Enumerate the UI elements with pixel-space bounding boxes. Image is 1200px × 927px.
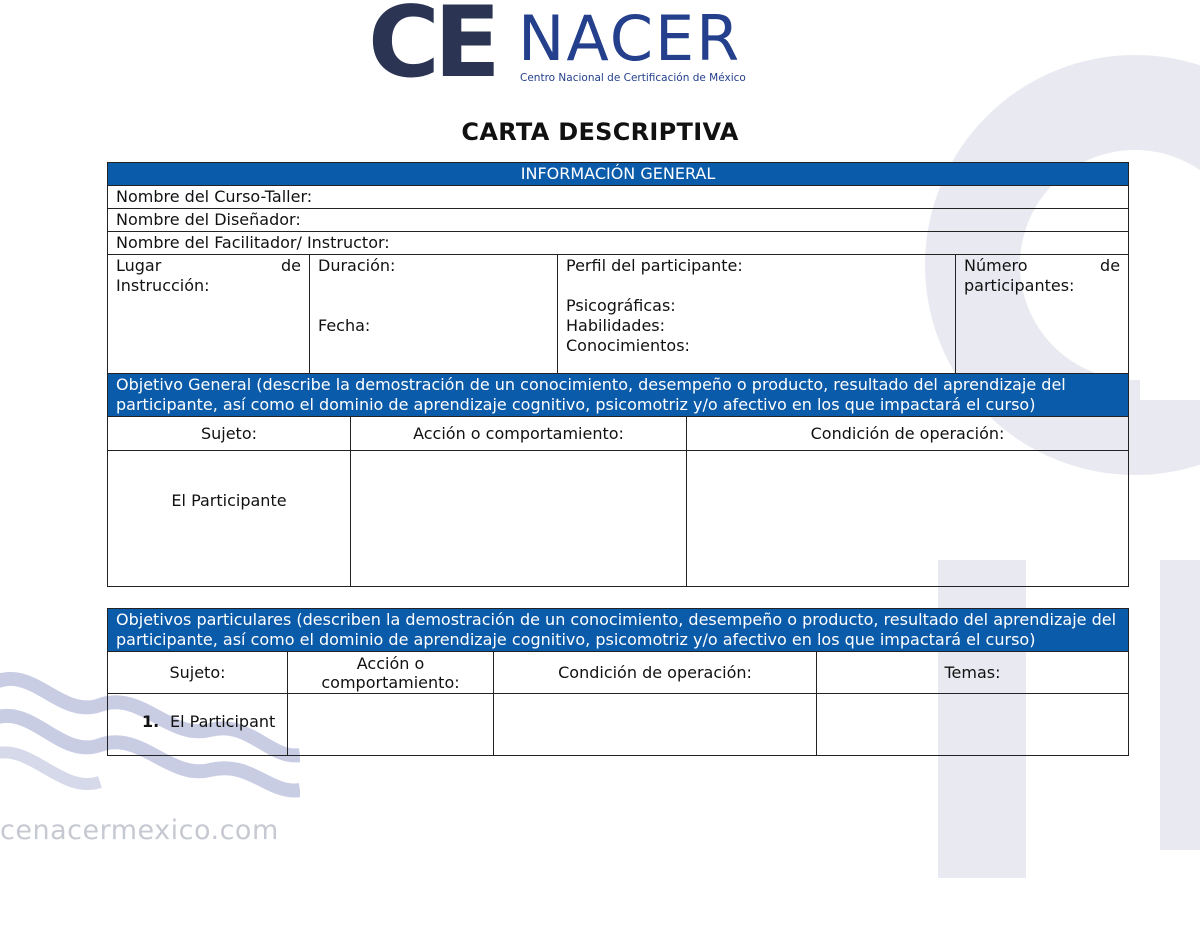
action-cell <box>351 451 687 587</box>
list-number: 1. <box>142 712 160 731</box>
knowledge-label: Conocimientos: <box>566 336 690 355</box>
logo-subtitle: Centro Nacional de Certificación de México <box>520 72 746 84</box>
condition-column-header: Condición de operación: <box>687 417 1129 451</box>
designer-name-field: Nombre del Diseñador: <box>108 209 1129 232</box>
facilitator-name-field: Nombre del Facilitador/ Instructor: <box>108 232 1129 255</box>
duration-label: Duración: <box>318 256 396 275</box>
topics-column-header: Temas: <box>817 652 1129 694</box>
general-objective-table <box>107 373 1129 587</box>
duration-date-cell <box>310 255 558 380</box>
subject-column-header: Sujeto: <box>108 652 288 694</box>
subject-value: El Participant <box>170 712 276 731</box>
condition-cell <box>687 451 1129 587</box>
participants-label: Número de <box>964 256 1121 275</box>
general-info-table <box>107 162 1129 380</box>
participants-label: participantes: <box>964 276 1075 295</box>
place-label: Lugar de <box>116 256 301 275</box>
profile-label: Perfil del participante: <box>566 256 743 275</box>
general-info-header: INFORMACIÓN GENERAL <box>108 163 1129 186</box>
logo-ce-mark: CE <box>368 0 495 100</box>
course-name-field: Nombre del Curso-Taller: <box>108 186 1129 209</box>
general-objective-header: Objetivo General (describe la demostración de un conocimiento, desempeño o producto, resultado del aprendizaje del participante, así como el dominio de aprendizaje cognitivo, psicomotriz y/o afectivo en los que impactará el curso) <box>108 374 1129 417</box>
place-of-instruction-cell <box>108 255 310 380</box>
date-label: Fecha: <box>318 316 371 335</box>
subject-cell <box>108 694 288 756</box>
participant-profile-cell <box>558 255 956 380</box>
subject-column-header: Sujeto: <box>108 417 351 451</box>
action-column-header: Acción o comportamiento: <box>288 652 494 694</box>
action-column-header: Acción o comportamiento: <box>351 417 687 451</box>
subject-cell: El Participante <box>108 451 351 587</box>
condition-cell <box>494 694 817 756</box>
cenacer-logo <box>368 0 838 100</box>
action-cell <box>288 694 494 756</box>
website-watermark: cenacermexico.com <box>0 815 279 846</box>
condition-column-header: Condición de operación: <box>494 652 817 694</box>
participant-count-cell <box>956 255 1129 380</box>
particular-objectives-header: Objetivos particulares (describen la demostración de un conocimiento, desempeño o producto, resultado del aprendizaje del participante, así como el dominio de aprendizaje cognitivo, psicomotriz y/o afectivo en los que impactará el curso) <box>108 609 1129 652</box>
place-label: Instrucción: <box>116 276 210 295</box>
topics-cell <box>817 694 1129 756</box>
particular-objectives-table <box>107 608 1129 756</box>
logo-nacer-text: NACER <box>518 2 742 75</box>
psychographics-label: Psicográficas: <box>566 296 676 315</box>
skills-label: Habilidades: <box>566 316 666 335</box>
watermark-bar <box>1160 560 1200 850</box>
document-title: CARTA DESCRIPTIVA <box>461 118 739 146</box>
